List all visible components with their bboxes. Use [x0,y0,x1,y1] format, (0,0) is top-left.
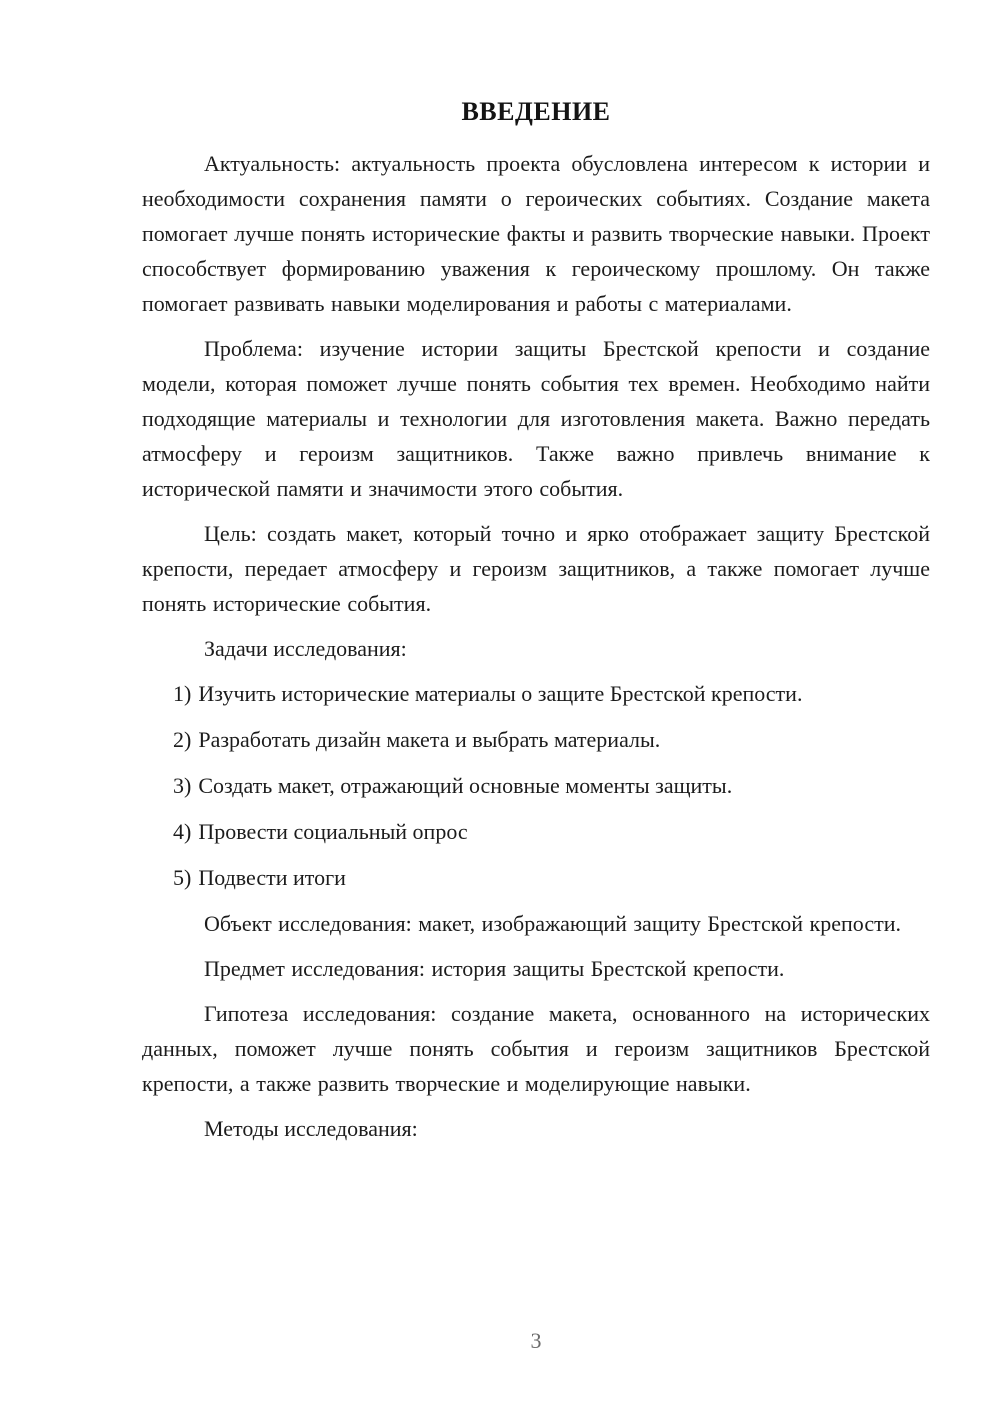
task-item [173,860,930,895]
page-title: ВВЕДЕНИЕ [461,97,611,126]
task-text: Изучить исторические материалы о защите Брестской крепости. [198,681,803,706]
paragraph-problem: Проблема: изучение истории защиты Брестской крепости и создание модели, которая поможет лучше понять события тех времен. Необходимо найти подходящие материалы и технологии для изготовления макета. Важно передать атмосферу и героизм защитников. Также важно привлечь внимание к исторической памяти и значимости этого события. [142,336,930,501]
task-text: Создать макет, отражающий основные моменты защиты. [198,773,733,798]
paragraph-object: Объект исследования: макет, изображающий защиту Брестской крепости. [204,911,901,936]
task-number: 3) [173,773,192,798]
page-number: 3 [530,1328,542,1353]
task-item [173,676,930,711]
paragraph-relevance: Актуальность: актуальность проекта обусловлена интересом к истории и необходимости сохранения памяти о героических событиях. Создание макета помогает лучше понять исторические факты и развить творческие навыки. Проект способствует формированию уважения к героическому прошлому. Он также помогает развивать навыки моделирования и работы с материалами. [142,151,930,316]
task-text: Подвести итоги [198,865,346,890]
task-number: 2) [173,727,192,752]
paragraph-hypothesis: Гипотеза исследования: создание макета, основанного на исторических данных, поможет лучше понять события и героизм защитников Брестской крепости, а также развить творческие и моделирующие навыки. [142,1001,930,1096]
task-text: Разработать дизайн макета и выбрать материалы. [198,727,661,752]
task-item [173,722,930,757]
tasks-list [173,676,930,895]
task-item [173,814,930,849]
section-label-methods: Методы исследования: [204,1116,418,1141]
paragraph-goal: Цель: создать макет, который точно и ярко отображает защиту Брестской крепости, передает атмосферу и героизм защитников, а также помогает лучше понять исторические события. [142,521,930,616]
section-label-tasks: Задачи исследования: [204,636,407,661]
task-item [173,768,930,803]
task-number: 1) [173,681,192,706]
task-number: 4) [173,819,192,844]
paragraph-subject: Предмет исследования: история защиты Брестской крепости. [204,956,785,981]
task-text: Провести социальный опрос [198,819,468,844]
task-number: 5) [173,865,192,890]
